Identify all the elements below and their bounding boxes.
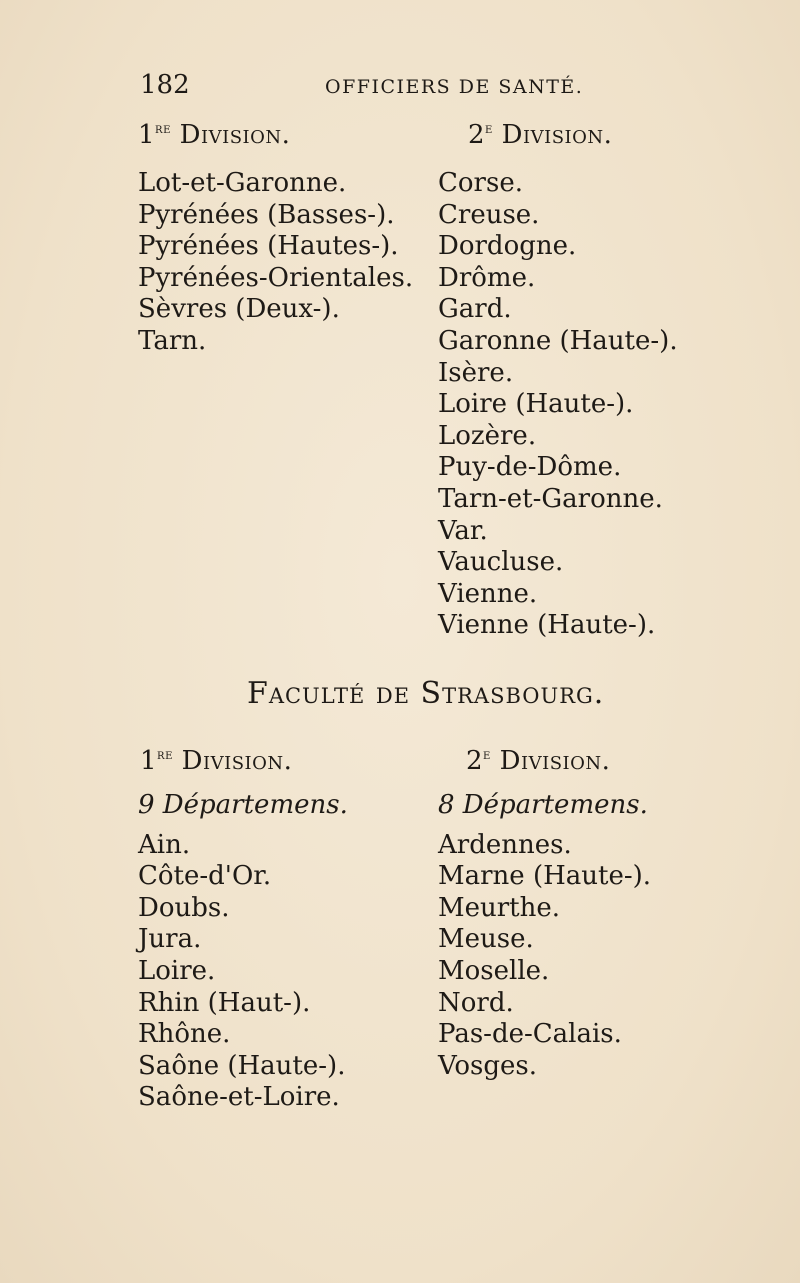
department-item: Loire (Haute-). xyxy=(438,389,634,420)
department-item: Meurthe. xyxy=(438,892,561,923)
department-item: Tarn. xyxy=(138,325,207,356)
department-item: Tarn-et-Garonne. xyxy=(438,483,663,514)
division-2-heading xyxy=(466,746,610,776)
department-item: Corse. xyxy=(438,168,523,198)
division-label: Division. xyxy=(181,746,293,776)
department-item: Lot-et-Garonne. xyxy=(138,168,347,198)
division-2-heading xyxy=(468,120,612,150)
department-item: Isère. xyxy=(438,357,514,388)
division-label: Division. xyxy=(499,746,611,776)
department-item: Rhin (Haut-). xyxy=(138,987,311,1018)
department-item: Jura. xyxy=(138,924,202,955)
division-number: 2 xyxy=(466,746,484,776)
department-count: 8 Départemens. xyxy=(438,790,648,820)
department-item: Marne (Haute-). xyxy=(438,861,652,892)
department-item: Vienne. xyxy=(438,578,538,609)
department-item: Ardennes. xyxy=(438,829,572,860)
division-label: Division. xyxy=(501,120,613,150)
department-item: Pyrénées-Orientales. xyxy=(138,262,414,293)
division-number: 1 xyxy=(140,746,158,776)
department-item: Doubs. xyxy=(138,892,230,923)
division-ordinal: e xyxy=(485,121,493,137)
department-item: Ain. xyxy=(138,829,191,860)
division-ordinal: e xyxy=(483,747,491,763)
department-count: 9 Départemens. xyxy=(138,790,348,820)
department-item: Var. xyxy=(438,515,488,546)
division-1-heading xyxy=(138,120,290,150)
department-item: Pyrénées (Hautes-). xyxy=(138,231,399,262)
division-ordinal: re xyxy=(157,747,173,763)
department-item: Sèvres (Deux-). xyxy=(138,294,340,325)
department-item: Drôme. xyxy=(438,262,536,293)
division-label: Division. xyxy=(179,120,291,150)
division-1-department-list xyxy=(138,790,348,1114)
department-item: Saône (Haute-). xyxy=(138,1050,346,1081)
department-item: Vaucluse. xyxy=(438,547,564,578)
department-item: Moselle. xyxy=(438,955,550,986)
division-1-department-list xyxy=(138,168,413,358)
running-title: OFFICIERS DE SANTÉ. xyxy=(325,76,584,98)
page-number: 182 xyxy=(140,70,190,100)
division-2-department-list xyxy=(438,168,678,642)
department-item: Rhône. xyxy=(138,1019,231,1050)
running-head xyxy=(140,70,584,106)
department-item: Vienne (Haute-). xyxy=(438,610,656,641)
department-item: Nord. xyxy=(438,987,514,1018)
department-item: Puy-de-Dôme. xyxy=(438,452,622,483)
department-item: Côte-d'Or. xyxy=(138,861,272,892)
division-number: 1 xyxy=(138,120,156,150)
department-item: Gard. xyxy=(438,294,512,325)
department-item: Meuse. xyxy=(438,924,534,955)
department-item: Garonne (Haute-). xyxy=(438,325,678,356)
department-item: Pyrénées (Basses-). xyxy=(138,199,395,230)
division-ordinal: re xyxy=(155,121,171,137)
faculty-heading: Faculté de Strasbourg. xyxy=(247,676,605,711)
department-item: Pas-de-Calais. xyxy=(438,1019,622,1050)
department-item: Saône-et-Loire. xyxy=(138,1082,340,1113)
department-item: Loire. xyxy=(138,955,216,986)
division-number: 2 xyxy=(468,120,486,150)
department-item: Lozère. xyxy=(438,420,537,451)
department-item: Dordogne. xyxy=(438,231,577,262)
division-2-department-list xyxy=(438,790,651,1082)
division-1-heading xyxy=(140,746,292,776)
department-item: Creuse. xyxy=(438,199,540,230)
department-item: Vosges. xyxy=(438,1050,538,1081)
